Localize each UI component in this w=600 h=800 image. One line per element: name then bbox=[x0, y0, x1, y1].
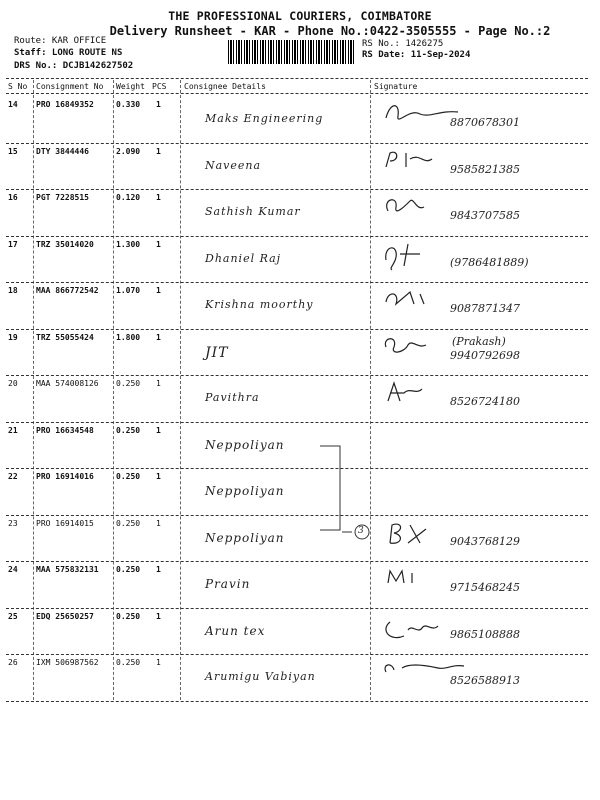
row-consignment-no: MAA 866772542 bbox=[36, 286, 99, 295]
row-separator bbox=[6, 143, 588, 144]
row-consignee: Naveena bbox=[205, 158, 262, 172]
col-header-consignee: Consignee Details bbox=[184, 82, 266, 91]
barcode bbox=[228, 40, 356, 64]
row-weight: 0.250 bbox=[116, 425, 141, 435]
row-weight: 1.300 bbox=[116, 239, 141, 249]
row-weight: 0.250 bbox=[116, 565, 141, 574]
group-bracket bbox=[300, 440, 380, 550]
col-header-pcs: PCS bbox=[152, 82, 167, 91]
rs-date: RS Date: 11-Sep-2024 bbox=[362, 50, 471, 60]
signature-scribble bbox=[380, 565, 470, 599]
row-phone: 9843707585 bbox=[450, 209, 520, 222]
header-top-rule bbox=[6, 78, 588, 79]
row-consignment-no: MAA 574008126 bbox=[36, 379, 99, 388]
col-header-signature: Signature bbox=[374, 82, 418, 91]
row-consignee: Krishna moorthy bbox=[205, 298, 314, 311]
row-consignee: JIT bbox=[205, 344, 229, 361]
row-pcs: 1 bbox=[156, 146, 161, 156]
row-pcs: 1 bbox=[156, 239, 161, 249]
row-sno: 21 bbox=[8, 425, 18, 435]
row-separator bbox=[6, 608, 588, 609]
row-phone: 9585821385 bbox=[450, 162, 520, 176]
row-phone: 9715468245 bbox=[450, 581, 520, 594]
row-sno: 23 bbox=[8, 518, 18, 528]
row-consignment-no: DTY 3844446 bbox=[36, 146, 89, 156]
row-separator bbox=[6, 422, 588, 423]
row-consignment-no: EDQ 25650257 bbox=[36, 611, 94, 621]
signature-scribble bbox=[380, 240, 470, 274]
row-phone: 9865108888 bbox=[450, 627, 520, 641]
row-phone: (9786481889) bbox=[450, 255, 529, 269]
row-consignee: Neppoliyan bbox=[205, 437, 285, 452]
row-consignment-no: PRO 16914016 bbox=[36, 472, 94, 481]
row-separator bbox=[6, 654, 588, 655]
signature-scribble bbox=[380, 193, 470, 227]
col-header-sno: S No bbox=[8, 82, 28, 91]
row-sno: 24 bbox=[8, 565, 18, 574]
row-pcs: 1 bbox=[156, 658, 161, 667]
row-pcs: 1 bbox=[156, 425, 161, 435]
route-label: Route: KAR OFFICE bbox=[14, 36, 107, 46]
row-weight: 0.250 bbox=[116, 472, 141, 481]
rs-number: RS No.: 1426275 bbox=[362, 39, 444, 49]
signature-scribble bbox=[380, 519, 470, 553]
row-separator bbox=[6, 468, 588, 469]
row-sno: 20 bbox=[8, 379, 18, 388]
row-sno: 25 bbox=[8, 611, 18, 621]
row-consignment-no: TRZ 55055424 bbox=[36, 332, 94, 342]
row-consignee: Arun tex bbox=[205, 623, 266, 638]
signature-scribble bbox=[380, 100, 470, 134]
row-consignment-no: PRO 16849352 bbox=[36, 100, 94, 109]
row-weight: 0.330 bbox=[116, 100, 141, 109]
row-weight: 0.120 bbox=[116, 193, 141, 202]
row-separator bbox=[6, 236, 588, 237]
row-weight: 0.250 bbox=[116, 379, 141, 388]
row-separator bbox=[6, 701, 588, 702]
signature-scribble bbox=[380, 147, 470, 181]
row-weight: 2.090 bbox=[116, 146, 141, 156]
row-phone: 9043768129 bbox=[450, 534, 520, 548]
row-sno: 19 bbox=[8, 332, 18, 342]
row-weight: 1.070 bbox=[116, 286, 141, 295]
signature-scribble bbox=[380, 612, 470, 646]
staff-label: Staff: LONG ROUTE NS bbox=[14, 48, 123, 58]
signature-scribble bbox=[380, 379, 470, 413]
row-consignment-no: PGT 7228515 bbox=[36, 193, 89, 202]
row-pcs: 1 bbox=[156, 518, 161, 528]
row-sno: 15 bbox=[8, 146, 18, 156]
col-header-consignment: Consignment No bbox=[36, 82, 104, 91]
row-consignee: Arumigu Vabiyan bbox=[205, 670, 316, 683]
row-phone: 8526588913 bbox=[450, 674, 520, 687]
row-consignee: Dhaniel Raj bbox=[205, 251, 282, 265]
row-separator bbox=[6, 375, 588, 376]
company-title: THE PROFESSIONAL COURIERS, COIMBATORE bbox=[168, 9, 432, 23]
row-consignee: Sathish Kumar bbox=[205, 205, 301, 218]
row-weight: 0.250 bbox=[116, 658, 141, 667]
row-consignee: Pavithra bbox=[205, 391, 260, 404]
runsheet-title: Delivery Runsheet - KAR - Phone No.:0422-3505555 - Page No.:2 bbox=[109, 24, 551, 38]
row-weight: 1.800 bbox=[116, 332, 141, 342]
row-sno: 16 bbox=[8, 193, 18, 202]
row-sno: 22 bbox=[8, 472, 18, 481]
row-pcs: 1 bbox=[156, 379, 161, 388]
row-separator bbox=[6, 329, 588, 330]
row-consignee: Neppoliyan bbox=[205, 530, 285, 545]
bracket-mark: 3 bbox=[358, 526, 364, 536]
row-consignee: Maks Engineering bbox=[205, 112, 324, 125]
row-consignment-no: MAA 575832131 bbox=[36, 565, 99, 574]
row-sno: 17 bbox=[8, 239, 18, 249]
signature-scribble bbox=[380, 333, 470, 367]
signature-scribble bbox=[380, 286, 470, 320]
row-consignment-no: PRO 16914015 bbox=[36, 518, 94, 528]
row-pcs: 1 bbox=[156, 332, 161, 342]
row-separator bbox=[6, 561, 588, 562]
row-phone: 9087871347 bbox=[450, 302, 520, 315]
col-header-weight: Weight bbox=[116, 82, 145, 91]
row-consignee: Pravin bbox=[205, 577, 251, 591]
row-weight: 0.250 bbox=[116, 518, 141, 528]
row-separator bbox=[6, 282, 588, 283]
row-weight: 0.250 bbox=[116, 611, 141, 621]
row-pcs: 1 bbox=[156, 565, 161, 574]
row-consignee: Neppoliyan bbox=[205, 484, 285, 498]
row-phone: 9940792698 bbox=[450, 348, 520, 362]
row-separator bbox=[6, 515, 588, 516]
row-phone-note: (Prakash) bbox=[452, 334, 506, 348]
row-pcs: 1 bbox=[156, 193, 161, 202]
row-pcs: 1 bbox=[156, 286, 161, 295]
row-pcs: 1 bbox=[156, 100, 161, 109]
row-sno: 26 bbox=[8, 658, 18, 667]
row-separator bbox=[6, 189, 588, 190]
drs-number: DRS No.: DCJB142627502 bbox=[14, 61, 134, 71]
header-bottom-rule bbox=[6, 93, 588, 94]
row-phone: 8870678301 bbox=[450, 116, 520, 129]
signature-scribble bbox=[380, 658, 470, 692]
row-consignment-no: PRO 16634548 bbox=[36, 425, 94, 435]
row-pcs: 1 bbox=[156, 472, 161, 481]
row-sno: 18 bbox=[8, 286, 18, 295]
row-sno: 14 bbox=[8, 100, 18, 109]
row-consignment-no: IXM 506987562 bbox=[36, 658, 99, 667]
row-consignment-no: TRZ 35014020 bbox=[36, 239, 94, 249]
row-pcs: 1 bbox=[156, 611, 161, 621]
row-phone: 8526724180 bbox=[450, 395, 520, 408]
